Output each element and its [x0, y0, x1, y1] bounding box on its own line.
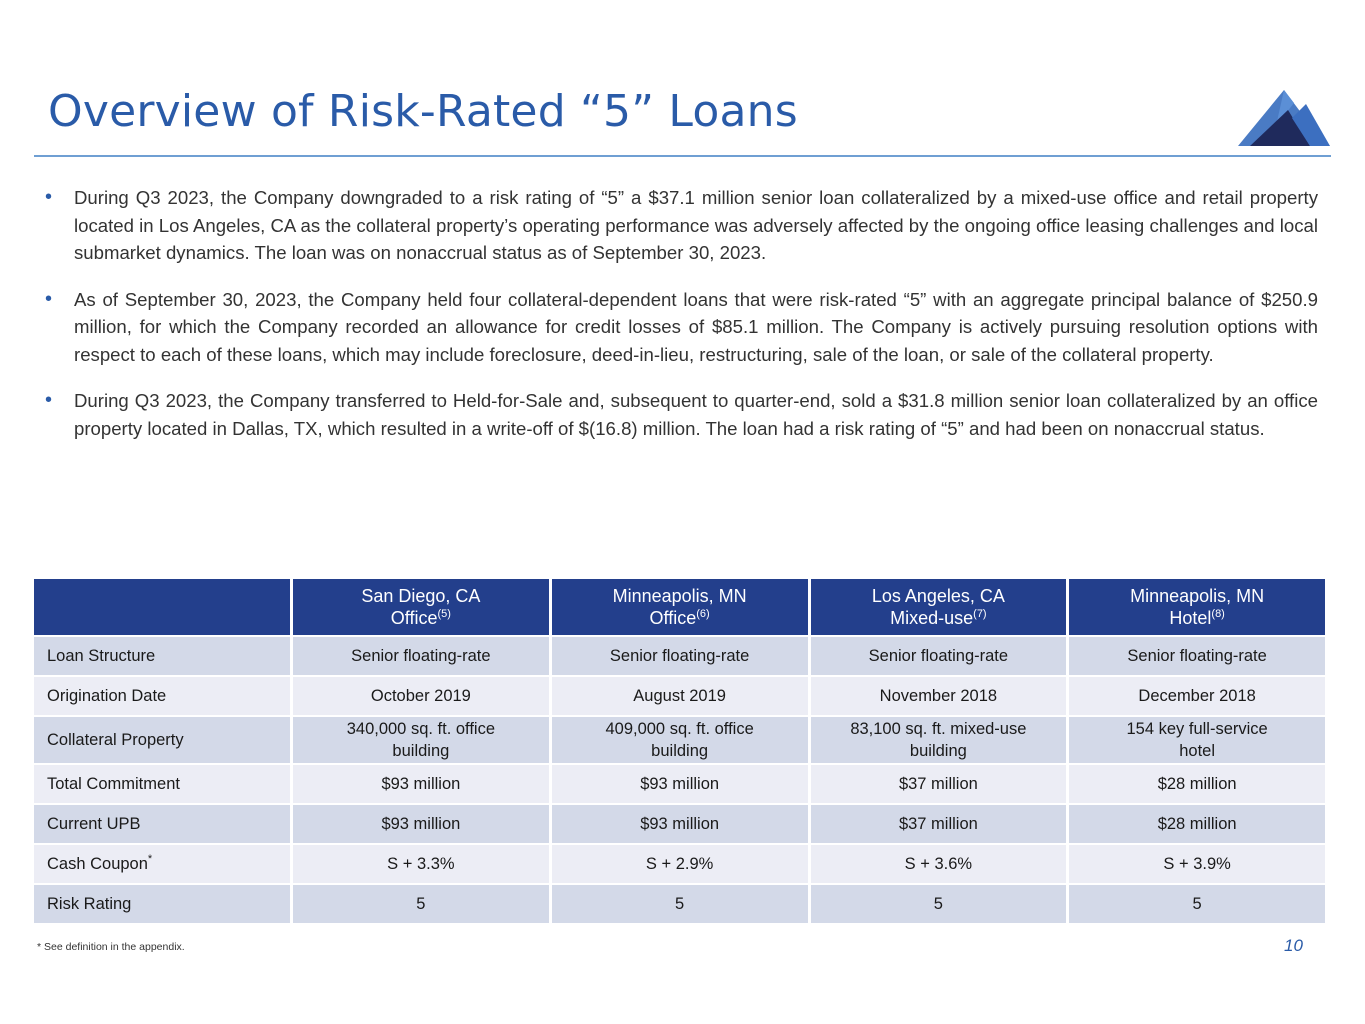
column-type: Mixed-use	[890, 608, 974, 628]
bullet-text: As of September 30, 2023, the Company held four collateral-dependent loans that were risk-rated “5” with an aggregate principal balance of $250.9 million, for which the Company recorded an allowance for credit losses of $85.1 million. The Company is actively pursuing resolution options with respect to each of these loans, which may include foreclosure, deed-in-lieu, restructuring, sale of the loan, or sale of the collateral property.	[74, 288, 1318, 365]
table-cell: August 2019	[552, 677, 808, 715]
table-cell: S + 3.3%	[293, 845, 549, 883]
column-location: San Diego, CA	[361, 586, 481, 606]
row-footnote-ref: *	[147, 853, 153, 865]
column-footnote-ref: (7)	[973, 608, 987, 620]
table-cell: 5	[811, 885, 1067, 923]
table-cell: 5	[552, 885, 808, 923]
column-type: Hotel	[1169, 608, 1212, 628]
table-cell: $28 million	[1069, 805, 1325, 843]
title-divider	[34, 155, 1331, 157]
column-type: Office	[390, 608, 438, 628]
cell-line: 83,100 sq. ft. mixed-use	[850, 720, 1027, 738]
column-header	[293, 579, 549, 635]
table-cell: $37 million	[811, 765, 1067, 803]
table-cell	[1069, 717, 1325, 763]
column-footnote-ref: (6)	[696, 608, 710, 620]
column-header	[811, 579, 1067, 635]
table-row	[34, 717, 1325, 763]
mountain-logo-icon	[1236, 88, 1332, 148]
bullet-marker: •	[45, 186, 53, 208]
bullet-text: During Q3 2023, the Company transferred to Held-for-Sale and, subsequent to quarter-end, sold a $31.8 million senior loan collateralized by an office property located in Dallas, TX, which resulted in a write-off of $(16.8) million. The loan had a risk rating of “5” and had been on nonaccrual status.	[74, 390, 1318, 439]
column-location: Minneapolis, MN	[612, 586, 747, 606]
table-cell	[293, 717, 549, 763]
table-cell: $93 million	[552, 805, 808, 843]
footnote: * See definition in the appendix.	[37, 941, 185, 953]
page-title: Overview of Risk-Rated “5” Loans	[48, 86, 798, 137]
row-label: Collateral Property	[34, 717, 290, 763]
loan-table	[31, 577, 1328, 925]
table-cell: Senior floating-rate	[1069, 637, 1325, 675]
table-cell	[811, 717, 1067, 763]
table-row	[34, 845, 1325, 883]
bullet-marker: •	[45, 389, 53, 411]
column-footnote-ref: (8)	[1211, 608, 1225, 620]
column-type-line	[558, 607, 802, 629]
row-label: Total Commitment	[34, 765, 290, 803]
cell-line: building	[651, 742, 709, 760]
row-label: Loan Structure	[34, 637, 290, 675]
column-header	[1069, 579, 1325, 635]
cell-line: 154 key full-service	[1126, 720, 1268, 738]
table-row	[34, 677, 1325, 715]
table-cell: S + 3.9%	[1069, 845, 1325, 883]
header-empty-cell	[34, 579, 290, 635]
table-cell: $37 million	[811, 805, 1067, 843]
cell-line: 409,000 sq. ft. office	[605, 720, 754, 738]
table-cell: December 2018	[1069, 677, 1325, 715]
row-label: Cash Coupon	[47, 855, 148, 873]
column-location: Los Angeles, CA	[871, 586, 1005, 606]
row-label: Origination Date	[34, 677, 290, 715]
bullet-marker: •	[45, 287, 53, 310]
table-cell: $93 million	[293, 765, 549, 803]
table-cell: $93 million	[293, 805, 549, 843]
cell-line: hotel	[1179, 742, 1216, 760]
column-type-line	[1075, 607, 1319, 629]
column-type-line	[299, 607, 543, 629]
row-label: Current UPB	[34, 805, 290, 843]
table-cell	[552, 717, 808, 763]
bullet-list	[45, 184, 1318, 461]
table-cell: $93 million	[552, 765, 808, 803]
column-footnote-ref: (5)	[437, 608, 451, 620]
column-location: Minneapolis, MN	[1130, 586, 1265, 606]
column-type-line	[817, 607, 1061, 629]
cell-line: building	[392, 742, 450, 760]
row-label: Risk Rating	[34, 885, 290, 923]
row-label-cell	[34, 845, 290, 883]
column-header	[552, 579, 808, 635]
table-cell: 5	[293, 885, 549, 923]
table-cell: Senior floating-rate	[811, 637, 1067, 675]
bullet-item	[45, 387, 1318, 442]
bullet-text: During Q3 2023, the Company downgraded to a risk rating of “5” a $37.1 million senior loan collateralized by a mixed-use office and retail property located in Los Angeles, CA as the collateral property’s operating performance was adversely affected by the ongoing office leasing challenges and local submarket dynamics. The loan was on nonaccrual status as of September 30, 2023.	[74, 187, 1318, 263]
bullet-item	[45, 286, 1318, 369]
table-cell: November 2018	[811, 677, 1067, 715]
table-cell: S + 2.9%	[552, 845, 808, 883]
cell-line: building	[909, 742, 967, 760]
table-row	[34, 637, 1325, 675]
table-cell: S + 3.6%	[811, 845, 1067, 883]
column-type: Office	[649, 608, 697, 628]
table-cell: Senior floating-rate	[552, 637, 808, 675]
bullet-item	[45, 184, 1318, 267]
table-row	[34, 805, 1325, 843]
table-row	[34, 765, 1325, 803]
table-cell: Senior floating-rate	[293, 637, 549, 675]
cell-line: 340,000 sq. ft. office	[346, 720, 496, 738]
table-row	[34, 885, 1325, 923]
table-cell: October 2019	[293, 677, 549, 715]
table-cell: $28 million	[1069, 765, 1325, 803]
table-header-row	[34, 579, 1325, 635]
table-cell: 5	[1069, 885, 1325, 923]
page-number: 10	[1284, 936, 1303, 955]
